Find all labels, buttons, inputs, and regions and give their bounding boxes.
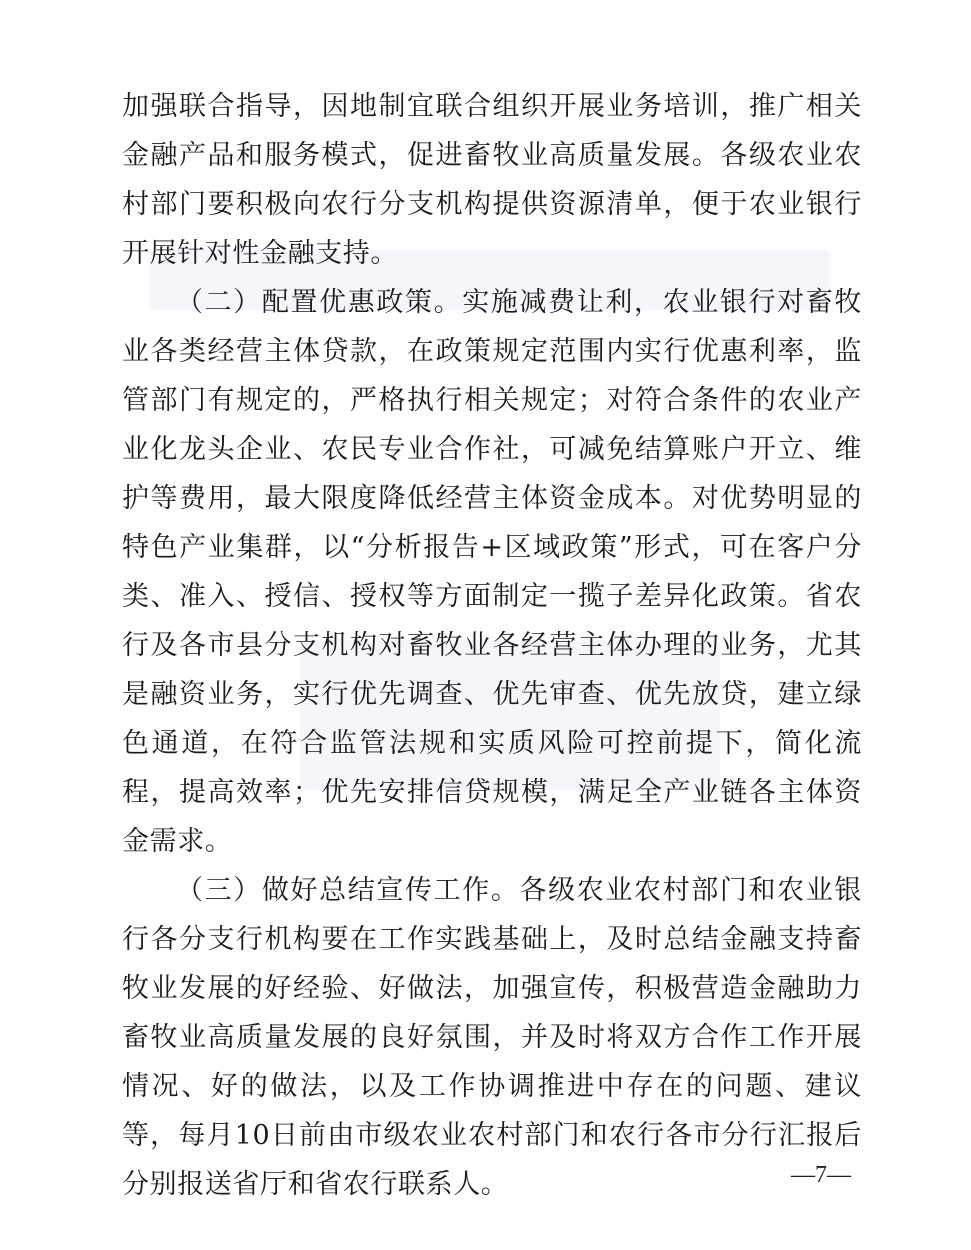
- paragraph-summary-publicity: （三）做好总结宣传工作。各级农业农村部门和农业银行各分支行机构要在工作实践基础上，及时总结金融支持畜牧业发展的好经验、好做法，加强宣传，积极营造金融助力畜牧业高质量发展的良好氛围，并及时将双方合作工作开展情况、好的做法，以及工作协调推进中存在的问题、建议等，每月10日前由市级农业农村部门和农行各市分行汇报后分别报送省厅和省农行联系人。: [122, 875, 862, 1200]
- paragraph-continuation: 加强联合指导，因地制宜联合组织开展业务培训，推广相关金融产品和服务模式，促进畜牧业高质量发展。各级农业农村部门要积极向农行分支机构提供资源清单，便于农业银行开展针对性金融支持。: [122, 91, 862, 269]
- paragraph-preferential-policy: （二）配置优惠政策。实施减费让利，农业银行对畜牧业各类经营主体贷款，在政策规定范围内实行优惠利率，监管部门有规定的，严格执行相关规定；对符合条件的农业产业化龙头企业、农民专业合作社，可减免结算账户开立、维护等费用，最大限度降低经营主体资金成本。对优势明显的特色产业集群，以“分析报告+区域政策”形式，可在客户分类、准入、授信、授权等方面制定一揽子差异化政策。省农行及各市县分支机构对畜牧业各经营主体办理的业务，尤其是融资业务，实行优先调查、优先审查、优先放贷，建立绿色通道，在符合监管法规和实质风险可控前提下，简化流程，提高效率；优先安排信贷规模，满足全产业链各主体资金需求。: [122, 287, 862, 857]
- page-number: —7—: [791, 1162, 851, 1188]
- document-body: [122, 82, 862, 1209]
